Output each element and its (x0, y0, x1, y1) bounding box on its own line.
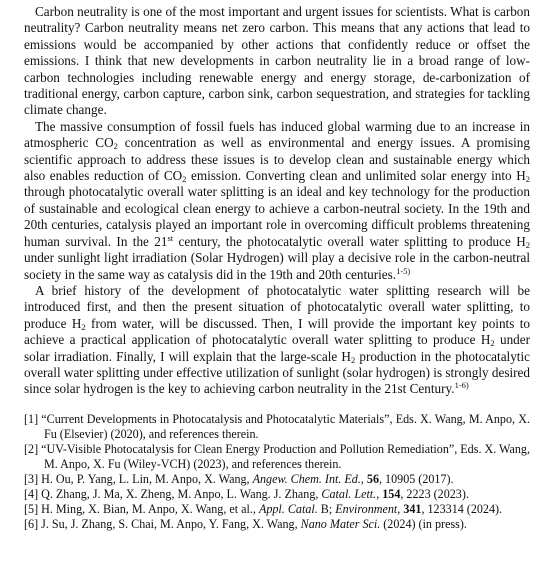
subscript: 2 (182, 174, 187, 185)
text-run: The massive consumption of fossil fuels has induced global warming due to an increase in atmospheric CO (24, 118, 530, 151)
text-run: , 123314 (2024). (421, 501, 503, 516)
reference-item (24, 487, 530, 502)
text-run: through photocatalytic overall water splitting is an ideal and key technology for the production of sustainable and ecological clean energy to achieve a carbon-neutral society. In the 19th and 20th centuries, catalysis played an important role in overcoming difficult problems threatening human survival. In the 21 (24, 184, 530, 249)
journal-name: Angew. Chem. Int. Ed. (252, 471, 361, 486)
reference-item (24, 517, 530, 532)
superscript: st (167, 232, 174, 243)
text-run: [2] “UV-Visible Photocatalysis for Clean Energy Production and Pollution Remediation”, Eds. X. Wang, M. Anpo, X. Fu (Wiley-VCH) (2023), and references therein. (24, 441, 530, 471)
text-run: [1] “Current Developments in Photocatalysis and Photocatalytic Materials”, Eds. X. Wang, M. Anpo, X. Fu (Elsevier) (2020), and references therein. (24, 411, 530, 441)
subscript: 2 (525, 174, 530, 185)
paragraph (24, 119, 530, 283)
text-run: from water, will be discussed. Then, I will provide the important key points to achieve a practical application of photocatalytic overall water splitting to produce H (24, 315, 530, 348)
text-run: concentration as well as environmental and energy issues. A promising scientific approach to address these issues is to develop clean and sustainable energy which also enables reduction of CO (24, 135, 530, 184)
body-text (24, 4, 530, 398)
paragraph (24, 4, 530, 119)
text-run: under sunlight light irradiation (Solar Hydrogen) will play a decisive role in the carbon-neutral society in the same way as catalysis did in the 19th and 20th centuries. (24, 250, 530, 282)
text-run: under solar irradiation. Finally, I will explain that the large-scale H (24, 332, 530, 364)
journal-name: Catal. Lett. (321, 486, 377, 501)
volume-number: 154 (382, 486, 401, 501)
reference-list (24, 412, 530, 532)
text-run: production in the photocatalytic overall water splitting under effective utilization of sunlight (solar hydrogen) is strongly desired since solar hydrogen is the key to achieving carbon neutrality in the 21st Century. (24, 348, 530, 397)
text-run: [6] J. Su, J. Zhang, S. Chai, M. Anpo, Y. Fang, X. Wang, (24, 516, 301, 531)
superscript: 1-5) (396, 265, 411, 276)
text-run: (2024) (in press). (380, 516, 467, 531)
text-run: emission. Converting clean and unlimited solar energy into H (186, 168, 526, 184)
text-run: , 2223 (2023). (400, 486, 469, 501)
text-run: , (360, 471, 367, 486)
journal-name: Nano Mater Sci. (300, 516, 381, 531)
text-run: century, the photocatalytic overall water splitting to produce H (173, 233, 526, 249)
text-run: [4] Q. Zhang, J. Ma, X. Zheng, M. Anpo, L. Wang. J. Zhang, (24, 486, 322, 501)
volume-number: 56 (366, 471, 379, 486)
text-run: B; (317, 501, 336, 516)
journal-name: Environment (335, 501, 398, 516)
subscript: 2 (490, 338, 495, 349)
text-run: A brief history of the development of photocatalytic water splitting research will be introduced first, and then the present situation of photocatalytic overall water splitting, to produce H (24, 282, 530, 331)
subscript: 2 (113, 141, 118, 152)
reference-item (24, 472, 530, 487)
reference-item (24, 442, 530, 472)
superscript: 1-6) (454, 380, 469, 391)
text-run: [5] H. Ming, X. Bian, M. Anpo, X. Wang, et al., (24, 501, 259, 516)
text-run: , 10905 (2017). (379, 471, 454, 486)
subscript: 2 (525, 239, 530, 250)
text-run: , (397, 501, 404, 516)
text-run: , (376, 486, 383, 501)
text-run: Carbon neutrality is one of the most important and urgent issues for scientists. What is carbon neutrality? Carbon neutrality means net zero carbon. This means that any actions that lead to emissions would be accompanied by other actions that confidently reduce or offset the emissions. I think that new developments in carbon neutrality lie in a broad range of low-carbon technologies including renewable energy and energy storage, de-carbonization of traditional energy, carbon capture, carbon sink, carbon sequestration, and strategies for tackling climate change. (24, 4, 530, 118)
subscript: 2 (81, 321, 86, 332)
text-run: [3] H. Ou, P. Yang, L. Lin, M. Anpo, X. Wang, (24, 471, 253, 486)
journal-name: Appl. Catal. (258, 501, 318, 516)
reference-item (24, 502, 530, 517)
volume-number: 341 (403, 501, 422, 516)
reference-item (24, 412, 530, 442)
paragraph (24, 283, 530, 398)
subscript: 2 (350, 354, 356, 365)
